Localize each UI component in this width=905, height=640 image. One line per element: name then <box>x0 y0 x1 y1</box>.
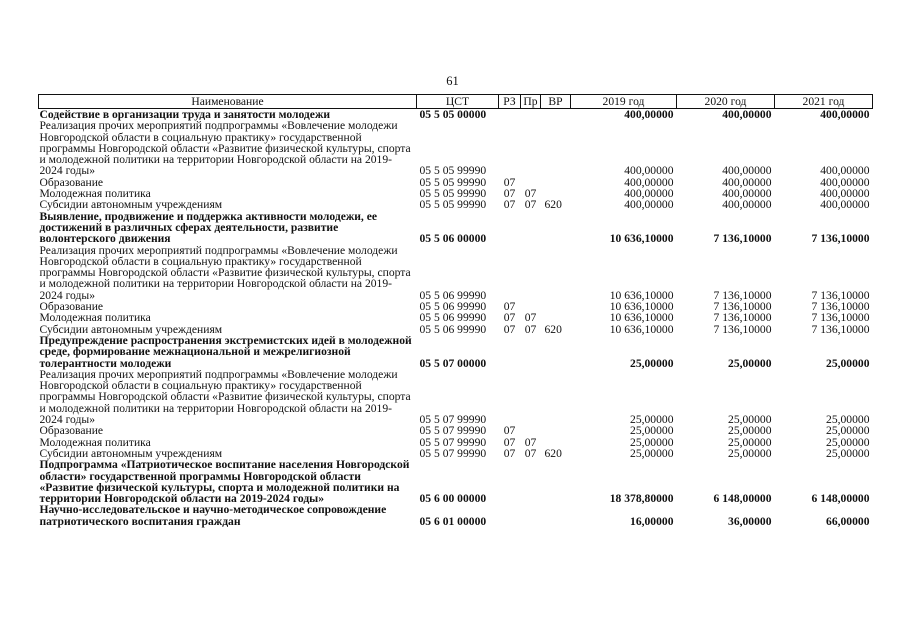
cell-2021: 400,00000 <box>820 187 870 201</box>
cell-name: Реализация прочих мероприятий подпрограммы «Вовлечение молодежи Новгородской области в социальную практику» государственной программы Новгородской области «Развитие физической культуры, спорта и молодежной политики на территории Новгородской области на 2019-2024 годы» <box>39 243 411 302</box>
cell-pr: 07 <box>524 198 537 212</box>
cell-pr <box>521 459 541 504</box>
cell-rz: 07 <box>503 311 516 325</box>
cell-vr <box>541 301 571 312</box>
cell-name: Образование <box>39 300 104 314</box>
cell-pr <box>521 369 541 425</box>
cell-pr: 07 <box>524 322 537 336</box>
table-row <box>39 211 873 245</box>
header-2019: 2019 год <box>571 95 677 109</box>
cell-2020: 7 136,10000 <box>713 322 772 336</box>
cell-2021: 66,00000 <box>826 514 870 528</box>
cell-rz: 07 <box>503 187 516 201</box>
header-name: Наименование <box>39 95 417 109</box>
cell-2020: 400,00000 <box>722 164 772 178</box>
header-row <box>39 95 873 109</box>
cell-2021: 25,00000 <box>826 446 870 460</box>
table-row <box>39 504 873 527</box>
header-2020: 2020 год <box>677 95 775 109</box>
cell-pr <box>521 120 541 176</box>
cell-name: Предупреждение распространения экстремистских идей в молодежной среде, формирование межнациональной и межрелигиозной толерантности молодежи <box>39 333 412 370</box>
cell-2021: 7 136,10000 <box>811 322 870 336</box>
cell-2021: 25,00000 <box>826 424 870 438</box>
cell-rz: 07 <box>503 424 516 438</box>
page-number: 61 <box>446 74 459 88</box>
cell-rz <box>499 369 521 425</box>
cell-vr <box>541 335 571 369</box>
cell-2020: 6 148,00000 <box>713 492 772 506</box>
cell-rz: 07 <box>503 322 516 336</box>
cell-cst: 05 5 07 99990 <box>419 446 487 460</box>
cell-2020: 7 136,10000 <box>713 311 772 325</box>
cell-pr: 07 <box>524 187 537 201</box>
cell-2021: 7 136,10000 <box>811 300 870 314</box>
cell-2020: 7 136,10000 <box>713 300 772 314</box>
cell-2021: 400,00000 <box>820 198 870 212</box>
cell-vr <box>541 459 571 504</box>
cell-2021: 400,00000 <box>820 108 870 121</box>
cell-vr <box>541 312 571 323</box>
cell-vr <box>541 177 571 188</box>
table-row <box>39 120 873 176</box>
cell-vr <box>541 211 571 245</box>
cell-name: Выявление, продвижение и поддержка активности молодежи, ее достижений в различных сферах деятельности, развитие волонтерского движения <box>39 209 378 246</box>
cell-name: Молодежная политика <box>39 435 151 449</box>
table-row <box>39 369 873 425</box>
cell-cst: 05 5 07 00000 <box>419 356 487 370</box>
cell-cst: 05 5 06 99990 <box>419 311 487 325</box>
cell-2019: 25,00000 <box>630 424 674 438</box>
cell-name: Подпрограмма «Патриотическое воспитание населения Новгородской области» государственной программы Новгородской области «Развитие физической культуры, спорта и молодежной политики на территории Новгородской области на 2019-2024 годы» <box>39 458 410 506</box>
cell-cst: 05 5 06 00000 <box>419 232 487 246</box>
cell-vr: 620 <box>544 322 562 336</box>
header-rz: РЗ <box>499 95 521 109</box>
budget-table <box>38 94 873 527</box>
cell-2020: 7 136,10000 <box>713 288 772 302</box>
cell-2020: 25,00000 <box>728 413 772 427</box>
cell-2021: 7 136,10000 <box>811 232 870 246</box>
cell-name: Содействие в организации труда и занятости молодежи <box>39 108 331 121</box>
table-row <box>39 335 873 369</box>
cell-cst: 05 5 05 99990 <box>419 198 487 212</box>
table-row <box>39 459 873 504</box>
cell-2019: 18 378,80000 <box>609 492 674 506</box>
cell-rz: 07 <box>503 198 516 212</box>
cell-rz <box>499 109 521 121</box>
cell-2019: 10 636,10000 <box>609 300 674 314</box>
cell-2020: 25,00000 <box>728 424 772 438</box>
header-cst: ЦСТ <box>417 95 499 109</box>
cell-2020: 25,00000 <box>728 435 772 449</box>
cell-vr <box>541 245 571 301</box>
cell-cst: 05 5 05 99990 <box>419 187 487 201</box>
cell-rz <box>499 120 521 176</box>
cell-rz <box>499 245 521 301</box>
cell-name: Молодежная политика <box>39 187 151 201</box>
cell-pr <box>521 211 541 245</box>
cell-rz <box>499 504 521 527</box>
cell-vr <box>541 120 571 176</box>
cell-cst: 05 5 06 99990 <box>419 288 487 302</box>
cell-cst: 05 5 07 99990 <box>419 424 487 438</box>
cell-2021: 400,00000 <box>820 175 870 189</box>
cell-pr <box>521 109 541 121</box>
cell-pr: 07 <box>524 311 537 325</box>
cell-2021: 25,00000 <box>826 413 870 427</box>
cell-cst: 05 5 06 99990 <box>419 300 487 314</box>
cell-2019: 25,00000 <box>630 413 674 427</box>
cell-2019: 10 636,10000 <box>609 232 674 246</box>
cell-2019: 25,00000 <box>630 356 674 370</box>
cell-2021: 6 148,00000 <box>811 492 870 506</box>
cell-vr <box>541 425 571 436</box>
cell-2019: 25,00000 <box>630 446 674 460</box>
cell-2019: 16,00000 <box>630 514 674 528</box>
cell-2019: 10 636,10000 <box>609 311 674 325</box>
cell-2020: 400,00000 <box>722 198 772 212</box>
header-2021: 2021 год <box>775 95 873 109</box>
cell-pr <box>521 504 541 527</box>
cell-name: Молодежная политика <box>39 311 151 325</box>
cell-2020: 400,00000 <box>722 175 772 189</box>
cell-vr <box>541 369 571 425</box>
cell-rz <box>499 211 521 245</box>
cell-2019: 400,00000 <box>624 187 674 201</box>
cell-cst: 05 6 00 00000 <box>419 492 487 506</box>
cell-cst: 05 5 07 99990 <box>419 435 487 449</box>
cell-name: Образование <box>39 424 104 438</box>
cell-2019: 400,00000 <box>624 164 674 178</box>
cell-2019: 10 636,10000 <box>609 322 674 336</box>
cell-name: Научно-исследовательское и научно-методическое сопровождение патриотического воспитания граждан <box>39 503 387 528</box>
cell-2019: 400,00000 <box>624 108 674 121</box>
cell-cst: 05 5 06 99990 <box>419 322 487 336</box>
cell-name: Субсидии автономным учреждениям <box>39 198 223 212</box>
cell-rz <box>499 459 521 504</box>
cell-2020: 7 136,10000 <box>713 232 772 246</box>
cell-pr: 07 <box>524 435 537 449</box>
cell-vr <box>541 504 571 527</box>
cell-cst: 05 5 05 99990 <box>419 164 487 178</box>
header-vr: ВР <box>541 95 571 109</box>
cell-cst: 05 6 01 00000 <box>419 514 487 528</box>
table-row <box>39 199 873 210</box>
cell-pr: 07 <box>524 446 537 460</box>
cell-vr: 620 <box>544 446 562 460</box>
cell-2020: 400,00000 <box>722 108 772 121</box>
cell-rz: 07 <box>503 175 516 189</box>
table-row <box>39 312 873 323</box>
cell-2021: 7 136,10000 <box>811 288 870 302</box>
cell-2021: 7 136,10000 <box>811 311 870 325</box>
cell-2019: 25,00000 <box>630 435 674 449</box>
cell-cst: 05 5 05 00000 <box>419 108 487 121</box>
cell-2019: 400,00000 <box>624 175 674 189</box>
cell-pr <box>521 245 541 301</box>
cell-name: Реализация прочих мероприятий подпрограммы «Вовлечение молодежи Новгородской области в социальную практику» государственной программы Новгородской области «Развитие физической культуры, спорта и молодежной политики на территории Новгородской области на 2019-2024 годы» <box>39 367 411 427</box>
cell-name: Реализация прочих мероприятий подпрограммы «Вовлечение молодежи Новгородской области в социальную практику» государственной программы Новгородской области «Развитие физической культуры, спорта и молодежной политики на территории Новгородской области на 2019-2024 годы» <box>39 119 411 178</box>
cell-pr <box>521 425 541 436</box>
cell-rz: 07 <box>503 300 516 314</box>
cell-2020: 25,00000 <box>728 356 772 370</box>
cell-2021: 400,00000 <box>820 164 870 178</box>
table-body <box>39 109 873 527</box>
cell-rz: 07 <box>503 446 516 460</box>
cell-name: Образование <box>39 175 104 189</box>
cell-2019: 10 636,10000 <box>609 288 674 302</box>
cell-2020: 25,00000 <box>728 446 772 460</box>
table-row <box>39 425 873 436</box>
cell-vr <box>541 109 571 121</box>
cell-2021: 25,00000 <box>826 435 870 449</box>
header-pr: Пр <box>521 95 541 109</box>
table-row <box>39 245 873 301</box>
cell-cst: 05 5 05 99990 <box>419 175 487 189</box>
cell-cst: 05 5 07 99990 <box>419 413 487 427</box>
cell-name: Субсидии автономным учреждениям <box>39 446 223 460</box>
cell-rz: 07 <box>503 435 516 449</box>
cell-2019: 400,00000 <box>624 198 674 212</box>
cell-rz <box>499 335 521 369</box>
cell-2020: 36,00000 <box>728 514 772 528</box>
cell-pr <box>521 335 541 369</box>
cell-name: Субсидии автономным учреждениям <box>39 322 223 336</box>
cell-2021: 25,00000 <box>826 356 870 370</box>
cell-2020: 400,00000 <box>722 187 772 201</box>
cell-vr: 620 <box>544 198 562 212</box>
